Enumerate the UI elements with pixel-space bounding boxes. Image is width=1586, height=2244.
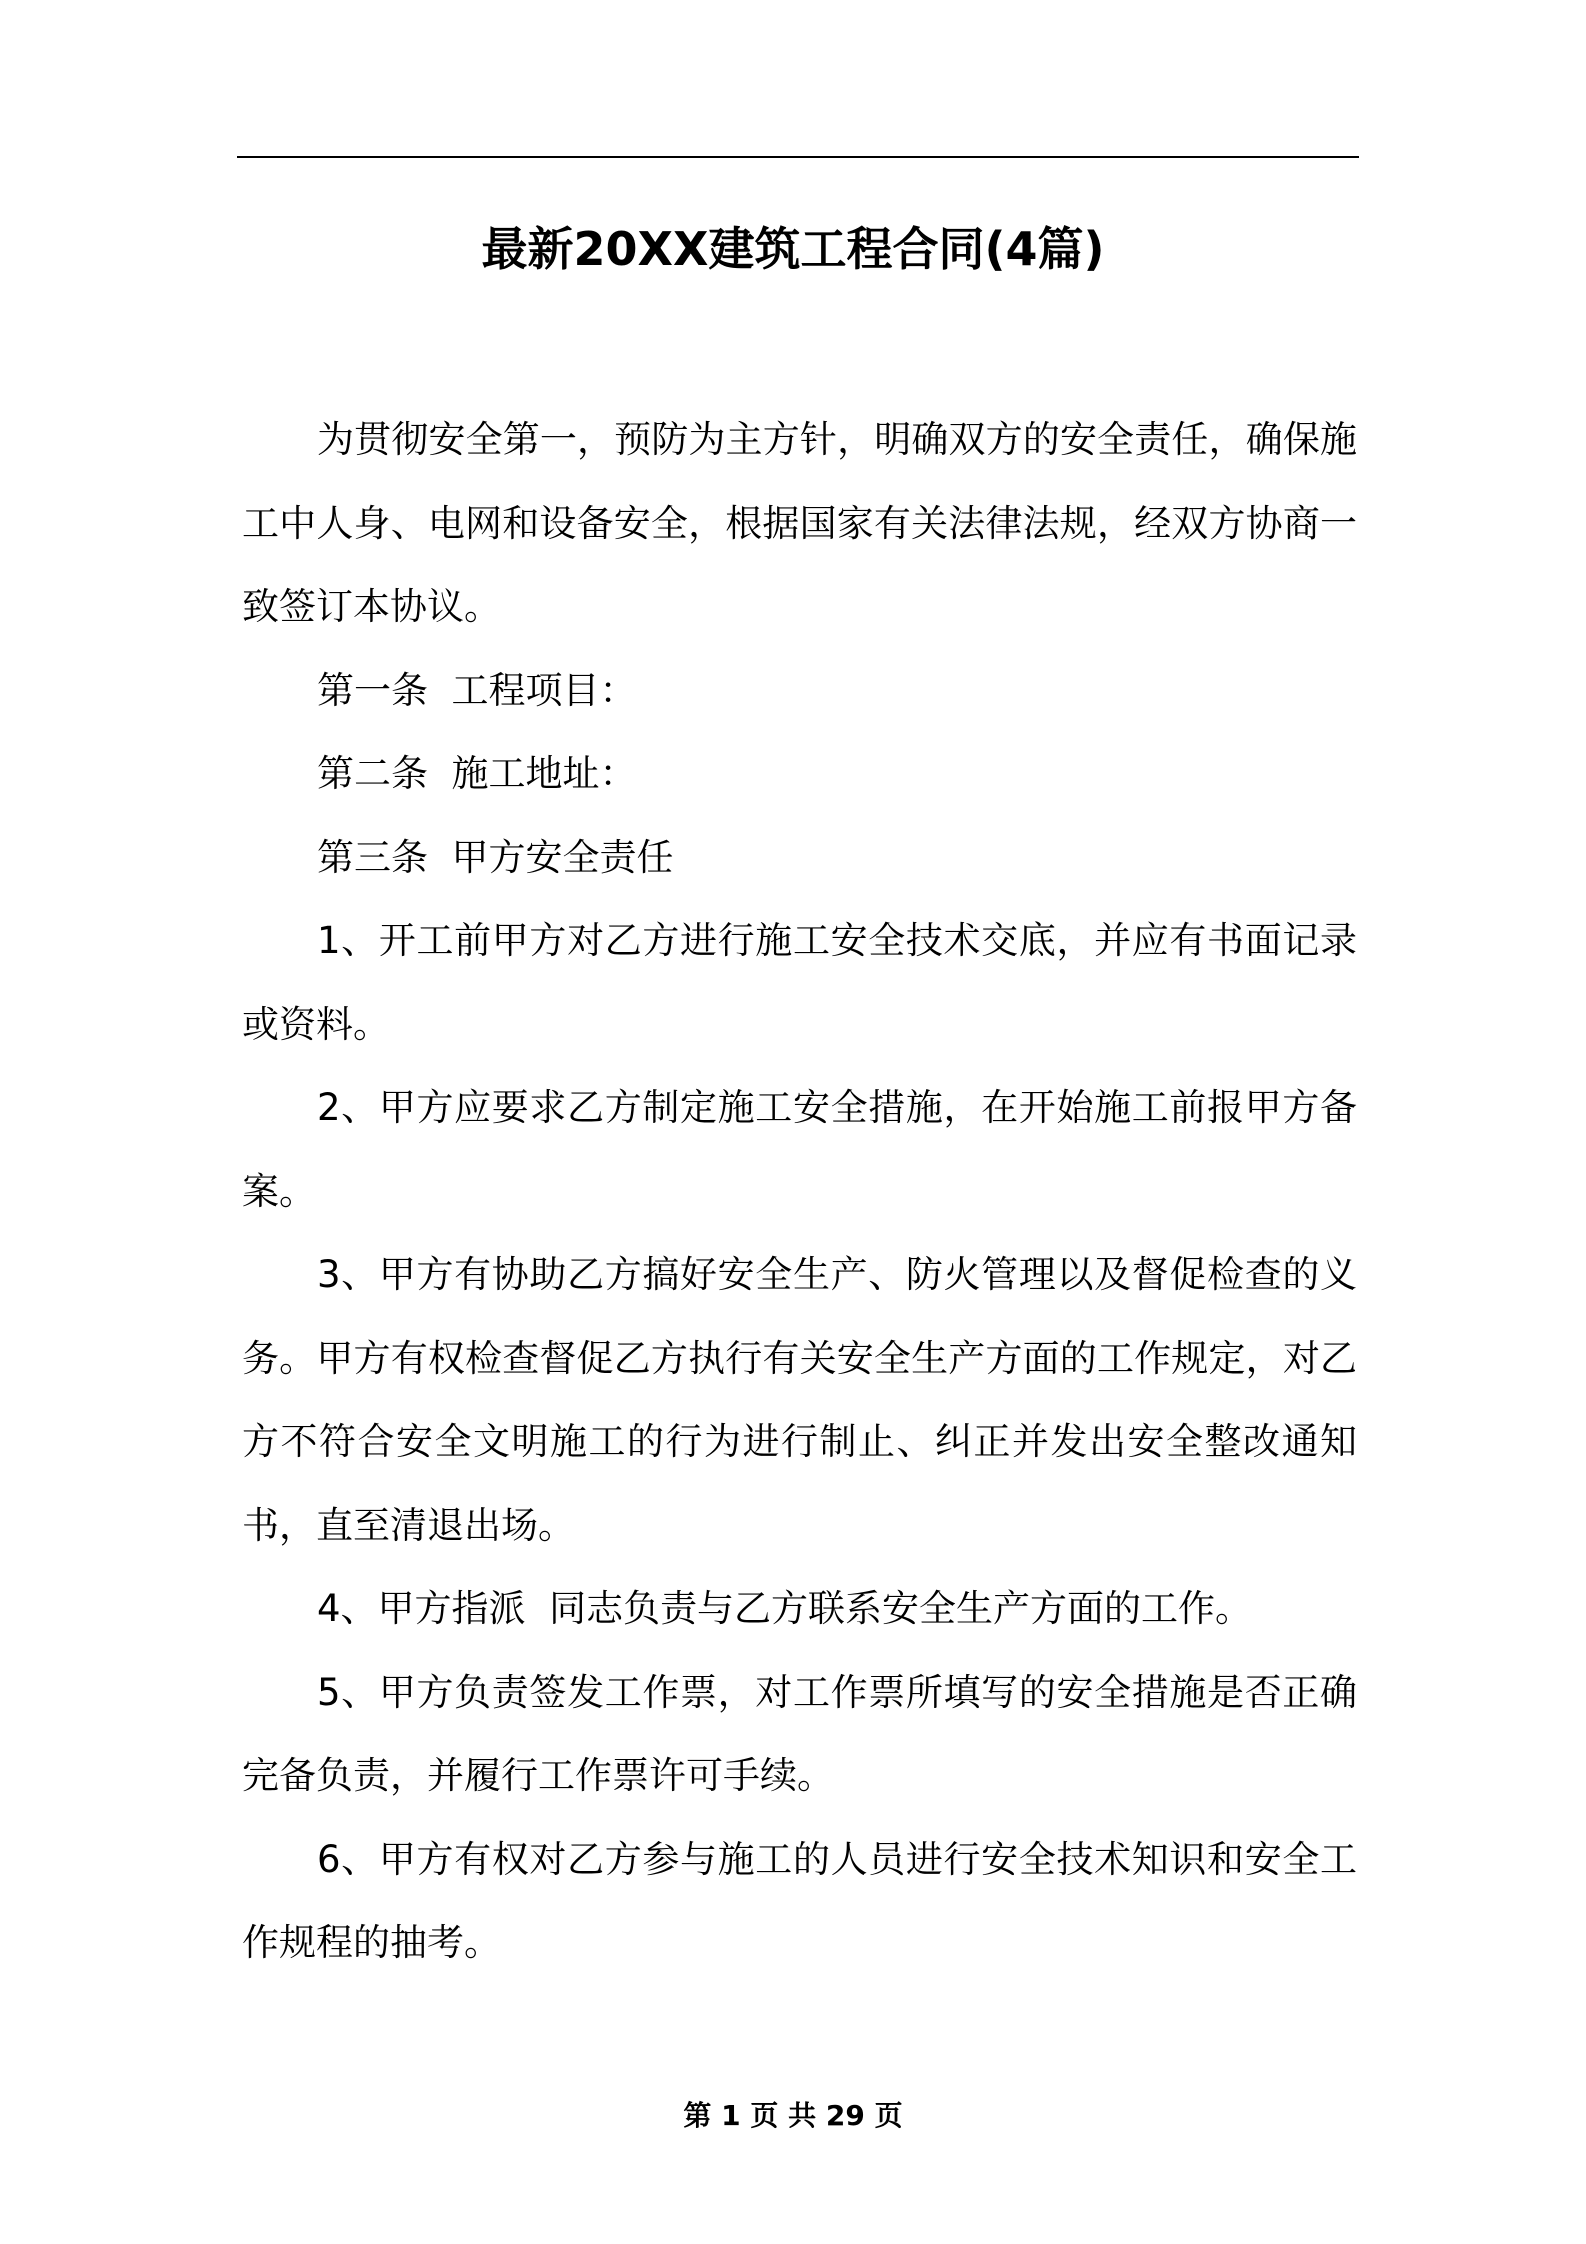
clause-6: 6、甲方有权对乙方参与施工的人员进行安全技术知识和安全工作规程的抽考。 bbox=[242, 1837, 1357, 1964]
article-2-heading: 第二条 施工地址： bbox=[317, 752, 637, 795]
clause-5: 5、甲方负责签发工作票，对工作票所填写的安全措施是否正确完备负责，并履行工作票许可手续。 bbox=[242, 1670, 1357, 1797]
intro-paragraph: 为贯彻安全第一，预防为主方针，明确双方的安全责任，确保施工中人身、电网和设备安全，根据国家有关法律法规，经双方协商一致签订本协议。 bbox=[242, 418, 1357, 628]
article-1-heading: 第一条 工程项目： bbox=[317, 668, 637, 712]
document-title: 最新20XX建筑工程合同(4篇) bbox=[481, 222, 1105, 276]
clause-2: 2、甲方应要求乙方制定施工安全措施，在开始施工前报甲方备案。 bbox=[242, 1086, 1357, 1213]
header-rule bbox=[237, 156, 1359, 158]
document-body bbox=[242, 398, 1357, 1985]
clause-4: 4、甲方指派 同志负责与乙方联系安全生产方面的工作。 bbox=[317, 1587, 1253, 1630]
clause-3: 3、甲方有协助乙方搞好安全生产、防火管理以及督促检查的义务。甲方有权检查督促乙方执行有关安全生产方面的工作规定，对乙方不符合安全文明施工的行为进行制止、纠正并发出安全整改通知书，直至清退出场。 bbox=[242, 1253, 1357, 1547]
page-number: 第 1 页 共 29 页 bbox=[683, 2099, 903, 2132]
clause-1: 1、开工前甲方对乙方进行施工安全技术交底，并应有书面记录或资料。 bbox=[242, 919, 1357, 1046]
article-3-heading: 第三条 甲方安全责任 bbox=[317, 835, 674, 879]
